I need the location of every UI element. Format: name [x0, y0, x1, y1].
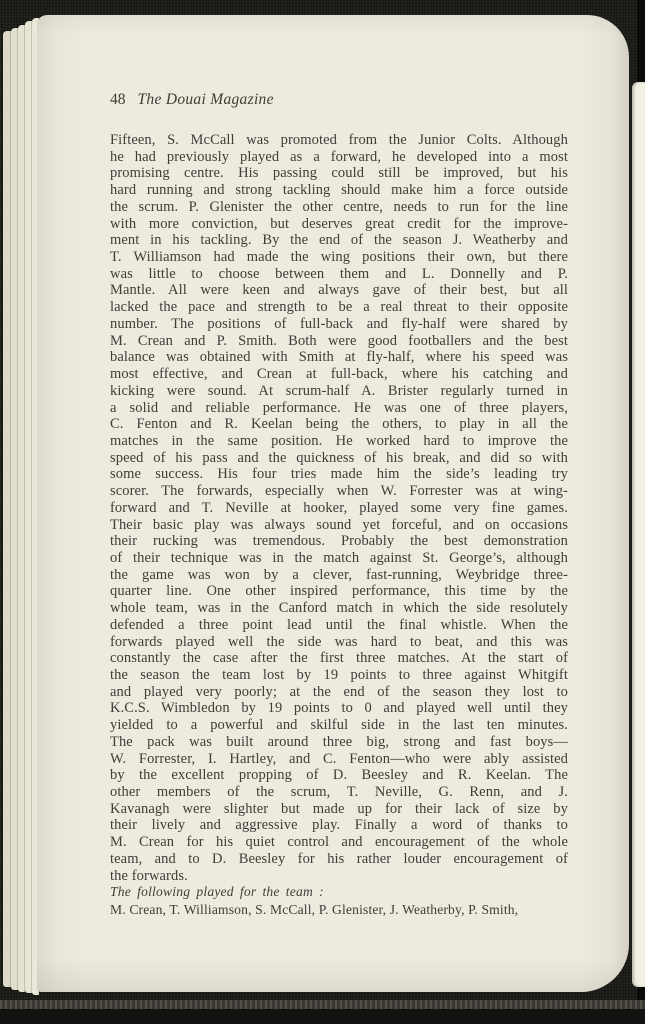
article-line: Mantle. All were keen and always gave of their best, but all	[110, 282, 568, 299]
article-line: the game was won by a clever, fast-running, Weybridge three-	[110, 566, 568, 583]
article-line: quarter line. One other inspired performance, this time by the	[110, 583, 568, 600]
article-line: and played very poorly; at the end of the season they lost to	[110, 683, 568, 700]
article-line: hard running and strong tackling should make him a force outside	[110, 182, 568, 199]
article-line: The pack was built around three big, strong and fast boys—	[110, 733, 568, 750]
article-line: most effective, and Crean at full-back, where his catching and	[110, 366, 568, 383]
article-line: K.C.S. Wimbledon by 19 points to 0 and played well until they	[110, 700, 568, 717]
article-line: a solid and reliable performance. He was one of three players,	[110, 399, 568, 416]
page-edge	[3, 31, 11, 987]
article-line: forward and T. Neville at hooker, played some very fine games.	[110, 499, 568, 516]
team-list-intro: The following played for the team :	[110, 884, 324, 899]
article-line: number. The positions of full-back and fly-half were shared by	[110, 315, 568, 332]
article-line: Fifteen, S. McCall was promoted from the Junior Colts. Although	[110, 132, 568, 148]
article-line: with more conviction, but deserves great credit for the improve-	[110, 215, 568, 232]
article-body	[110, 132, 568, 884]
team-list-players: M. Crean, T. Williamson, S. McCall, P. Glenister, J. Weatherby, P. Smith,	[110, 902, 519, 917]
article-line: he had previously played as a forward, he developed into a most	[110, 148, 568, 165]
article-line: M. Crean for his quiet control and encouragement of the whole	[110, 834, 568, 851]
article-line: speed of his pass and the quickness of his break, and did so with	[110, 449, 568, 466]
article-line: their lively and aggressive play. Finally a word of thanks to	[110, 817, 568, 834]
article-line: was little to choose between them and L. Donnelly and P.	[110, 265, 568, 282]
article-line: forwards played well the side was hard to beat, and this was	[110, 633, 568, 650]
article-line: by the excellent propping of D. Beesley and R. Keelan. The	[110, 767, 568, 784]
article-line: whole team, was in the Canford match in which the side resolutely	[110, 600, 568, 617]
article-line: their rucking was tremendous. Probably the best demonstration	[110, 533, 568, 550]
article-line: balance was obtained with Smith at fly-half, where his speed was	[110, 349, 568, 366]
article-line: of their technique was in the match against St. George’s, although	[110, 549, 568, 566]
cover-seam	[0, 1000, 645, 1009]
running-title: The Douai Magazine	[137, 91, 274, 108]
article-line: Kavanagh were slighter but made up for their lack of size by	[110, 800, 568, 817]
article-line: the season the team lost by 19 points to three against Whitgift	[110, 667, 568, 683]
article-line: W. Forrester, I. Hartley, and C. Fenton—who were ably assisted	[110, 750, 568, 767]
article-line: team, and to D. Beesley for his rather louder encouragement of	[110, 850, 568, 867]
article-line: defended a three point lead until the final whistle. When the	[110, 616, 568, 633]
article-line: other members of the scrum, T. Neville, G. Renn, and J.	[110, 784, 568, 801]
article-line: the scrum. P. Glenister the other centre, needs to run for the line	[110, 198, 568, 215]
article-line: kicking were sound. At scrum-half A. Brister regularly turned in	[110, 382, 568, 399]
article-line: promising centre. His passing could still be improved, but his	[110, 165, 568, 182]
article-line: C. Fenton and R. Keelan being the others, to play in all the	[110, 416, 568, 433]
article-line: M. Crean and P. Smith. Both were good footballers and the best	[110, 332, 568, 349]
page-edge	[25, 21, 32, 993]
page-edge	[11, 28, 18, 990]
page-edge	[18, 25, 25, 992]
article-line: scorer. The forwards, especially when W. Forrester was at wing-	[110, 483, 568, 500]
article-line: lacked the pace and strength to be a real threat to their opposite	[110, 299, 568, 316]
article-line: yielded to a powerful and skilful side in the last ten minutes.	[110, 717, 568, 734]
next-page-edge	[632, 82, 645, 987]
page-number: 48	[110, 91, 126, 108]
article-line: matches in the same position. He worked hard to improve the	[110, 432, 568, 449]
article-line: constantly the case after the first three matches. At the start of	[110, 650, 568, 667]
article-line: some success. His four tries made him the side’s leading try	[110, 466, 568, 483]
magazine-page	[37, 15, 629, 992]
article-line: the forwards.	[110, 867, 188, 884]
book-cover-bottom	[0, 1009, 645, 1024]
article-line: ment in his tackling. By the end of the season J. Weatherby and	[110, 232, 568, 249]
article-line: T. Williamson had made the wing positions their own, but there	[110, 249, 568, 266]
article-line: Their basic play was always sound yet forceful, and on occasions	[110, 516, 568, 533]
running-head	[110, 91, 274, 108]
